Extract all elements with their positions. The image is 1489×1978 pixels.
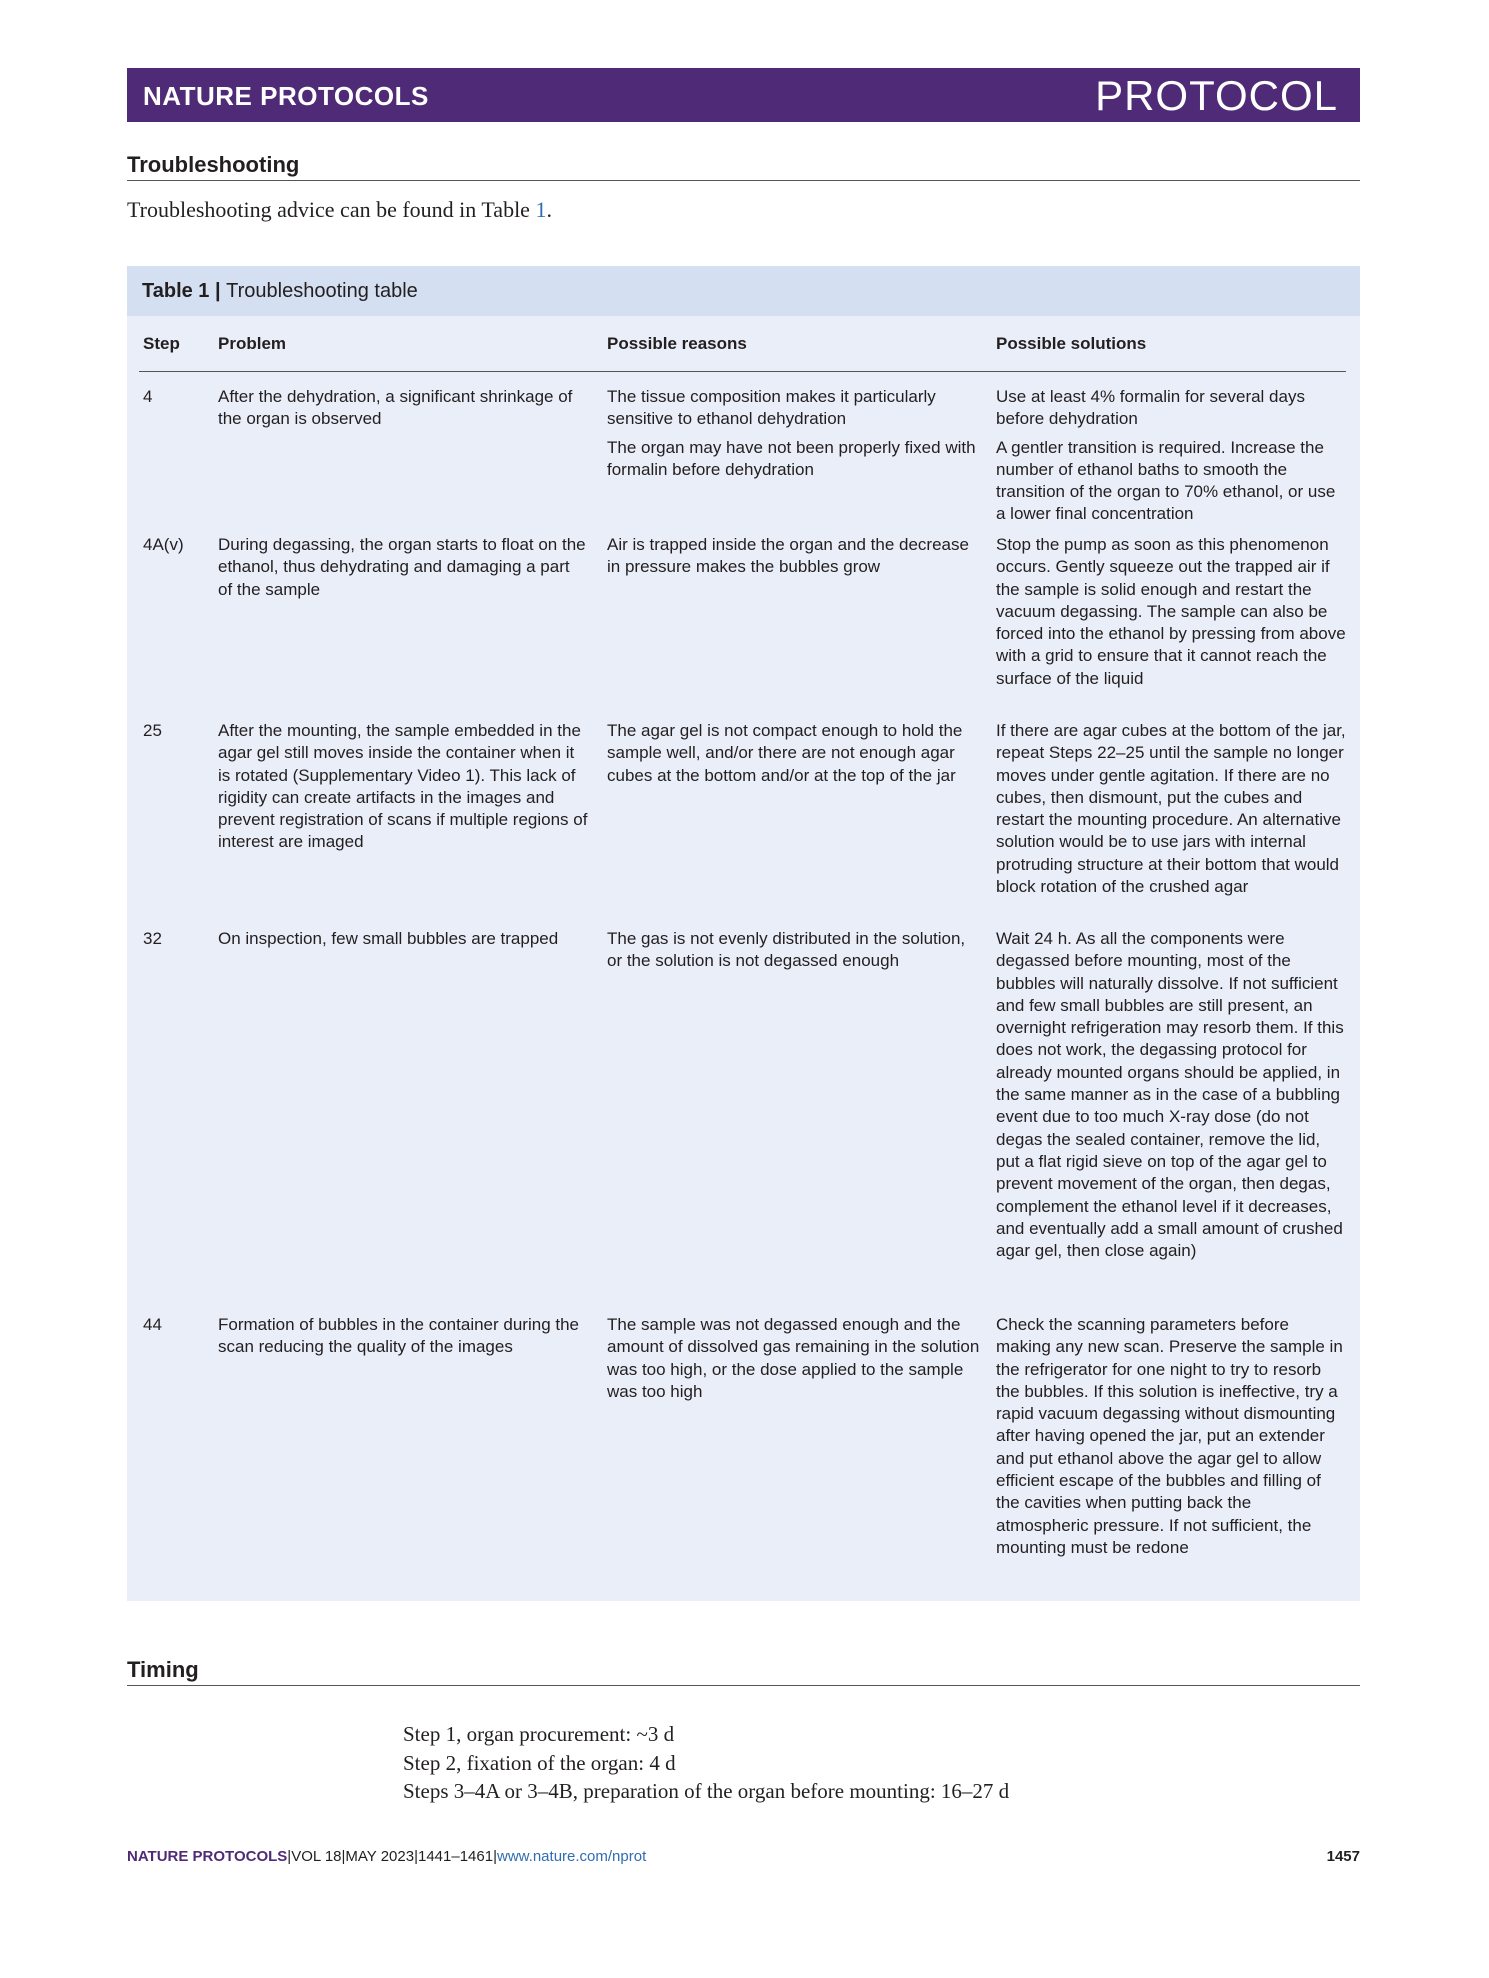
reason-item: The gas is not evenly distributed in the solution, or the solution is not degassed enough (607, 929, 966, 971)
solution-item: Use at least 4% formalin for several days before dehydration (996, 387, 1305, 429)
footer-volume: VOL 18 (291, 1848, 342, 1865)
cell-reasons (607, 928, 982, 979)
reason-item: The tissue composition makes it particularly sensitive to ethanol dehydration (607, 387, 936, 429)
cell-reasons (607, 534, 982, 585)
cell-solutions (996, 720, 1348, 904)
troubleshooting-table (127, 266, 1360, 1601)
cell-step: 4A(v) (143, 535, 184, 554)
cell-reasons (607, 386, 982, 487)
cell-problem: On inspection, few small bubbles are trapped (218, 929, 559, 948)
cell-problem: During degassing, the organ starts to float on the ethanol, thus dehydrating and damaging a part of the sample (218, 535, 586, 599)
footer-url-link[interactable]: www.nature.com/nprot (497, 1848, 647, 1865)
reason-item: The agar gel is not compact enough to hold the sample well, and/or there are not enough agar cubes at the bottom and/or at the top of the jar (607, 721, 963, 785)
cell-problem: Formation of bubbles in the container during the scan reducing the quality of the images (218, 1315, 580, 1357)
cell-solutions (996, 1314, 1348, 1565)
troubleshooting-intro: Troubleshooting advice can be found in Table 1. (127, 197, 552, 222)
table-row (127, 720, 1360, 928)
cell-step: 4 (143, 387, 153, 406)
table-row (127, 928, 1360, 1314)
cell-problem: After the mounting, the sample embedded in the agar gel still moves inside the container when it is rotated (Supplementary Video 1). This lack of rigidity can create artifacts in the images and prevent registration of scans if multiple regions of interest are imaged (218, 721, 588, 852)
table-row (127, 534, 1360, 720)
solution-item: A gentler transition is required. Increase the number of ethanol baths to smooth the transition of the organ to 70% ethanol, or use a lower final concentration (996, 437, 1336, 524)
solution-item: Wait 24 h. As all the components were degassed before mounting, most of the bubbles will naturally dissolve. If not sufficient and few small bubbles are still present, an overnight refrigeration may resorb them. If this does not work, the degassing protocol for already mounted organs should be applied, in the same manner as in the case of a bubbling event due to too much X-ray dose (do not degas the sealed container, remove the lid, put a flat rigid sieve on top of the agar gel to prevent movement of the organ, then degas, complement the ethanol level if it decreases, and eventually add a small amount of crushed agar gel, then close again) (996, 929, 1344, 1261)
timing-heading: Timing (127, 1657, 1360, 1686)
table-body (127, 386, 1360, 1594)
timing-line: Step 2, fixation of the organ: 4 d (403, 1750, 676, 1775)
column-header-reasons: Possible reasons (607, 334, 747, 353)
cell-reasons (607, 1314, 982, 1409)
page-number: 1457 (1326, 1848, 1360, 1865)
solution-item: If there are agar cubes at the bottom of the jar, repeat Steps 22–25 until the sample no longer moves under gentle agitation. If there are no cubes, then dismount, put the cubes and restart the mounting procedure. An alternative solution would be to use jars with internal protruding structure at their bottom that would block rotation of the crushed agar (996, 721, 1346, 897)
solution-item: Check the scanning parameters before making any new scan. Preserve the sample in the refrigerator for one night to try to resorb the bubbles. If this solution is ineffective, try a rapid vacuum degassing without dismounting after having opened the jar, put an extender and put ethanol above the agar gel to allow efficient escape of the bubbles and filling of the cavities when putting back the atmospheric pressure. If not sufficient, the mounting must be redone (996, 1315, 1343, 1557)
timing-list (403, 1720, 1009, 1806)
footer-pages: 1441–1461 (418, 1848, 494, 1865)
troubleshooting-heading: Troubleshooting (127, 152, 1360, 181)
reason-item: The organ may have not been properly fixed with formalin before dehydration (607, 437, 976, 479)
footer-date: MAY 2023 (345, 1848, 415, 1865)
column-header-problem: Problem (218, 334, 287, 353)
cell-reasons (607, 720, 982, 793)
table-reference-link[interactable]: 1 (535, 197, 547, 222)
journal-name: NATURE PROTOCOLS (143, 81, 429, 111)
table-caption: Troubleshooting table (226, 280, 418, 302)
cell-solutions (996, 386, 1348, 532)
reason-item: The sample was not degassed enough and the amount of dissolved gas remaining in the solution was too high, or the dose applied to the sample was too high (607, 1315, 980, 1401)
table-title: Table 1 | Troubleshooting table (127, 266, 1360, 316)
reason-item: Air is trapped inside the organ and the decrease in pressure makes the bubbles grow (607, 535, 969, 577)
journal-banner (127, 68, 1360, 122)
solution-item: Stop the pump as soon as this phenomenon occurs. Gently squeeze out the trapped air if the sample is solid enough and restart the vacuum degassing. The sample can also be forced into the ethanol by pressing from above with a grid to ensure that it cannot reach the surface of the liquid (996, 535, 1346, 688)
cell-step: 44 (143, 1315, 162, 1334)
article-type: PROTOCOL (1095, 72, 1338, 119)
cell-step: 25 (143, 721, 162, 740)
cell-problem: After the dehydration, a significant shrinkage of the organ is observed (218, 387, 573, 429)
cell-step: 32 (143, 929, 162, 948)
footer-journal: NATURE PROTOCOLS (127, 1848, 288, 1865)
column-header-step: Step (143, 334, 180, 353)
timing-line: Steps 3–4A or 3–4B, preparation of the organ before mounting: 16–27 d (403, 1779, 1010, 1803)
timing-line: Step 1, organ procurement: ~3 d (403, 1722, 675, 1746)
table-label: Table 1 (142, 280, 210, 302)
cell-solutions (996, 534, 1348, 696)
cell-solutions (996, 928, 1348, 1268)
table-header-row (139, 316, 1346, 372)
page-footer: NATURE PROTOCOLS|VOL 18|MAY 2023|1441–1461|www.nature.com/nprot 1457 (127, 1848, 1360, 1865)
table-row (127, 1314, 1360, 1594)
table-row (127, 386, 1360, 534)
column-header-solutions: Possible solutions (996, 334, 1147, 353)
